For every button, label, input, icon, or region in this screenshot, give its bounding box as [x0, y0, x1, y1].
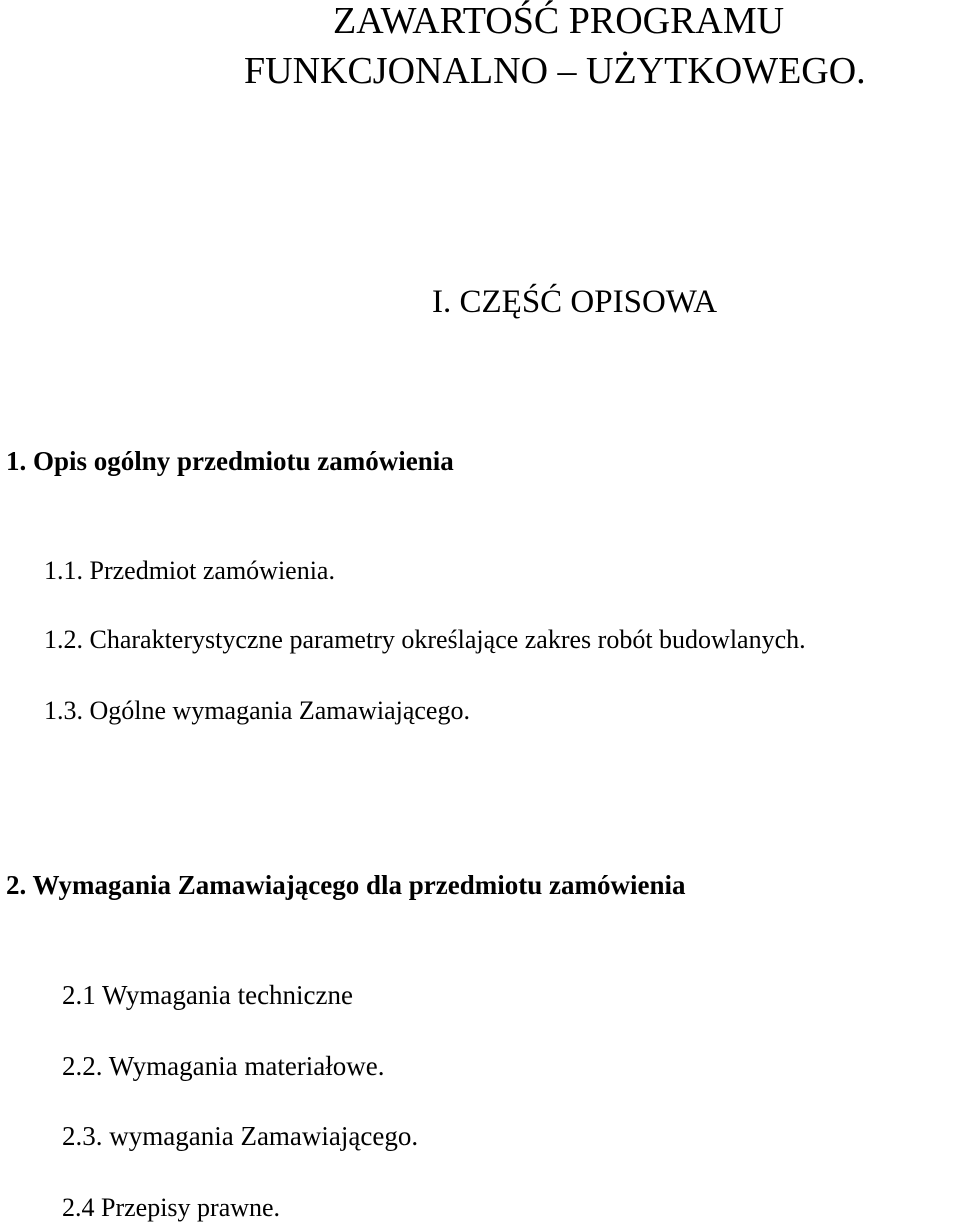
section-2-item-1: 2.1 Wymagania techniczne	[62, 980, 354, 1010]
document-title-line-2: FUNKCJONALNO – UŻYTKOWEGO.	[244, 50, 866, 92]
section-1-item-1: 1.1. Przedmiot zamówienia.	[44, 556, 335, 585]
section-2-heading: 2. Wymagania Zamawiającego dla przedmiotu zamówienia	[6, 870, 686, 900]
section-1-heading: 1. Opis ogólny przedmiotu zamówienia	[6, 446, 454, 476]
section-2-item-3: 2.3. wymagania Zamawiającego.	[62, 1121, 419, 1151]
part-heading: I. CZĘŚĆ OPISOWA	[432, 284, 718, 320]
section-1-item-2: 1.2. Charakterystyczne parametry określające zakres robót budowlanych.	[44, 625, 806, 654]
document-title-line-1: ZAWARTOŚĆ PROGRAMU	[333, 0, 785, 42]
section-1-item-3: 1.3. Ogólne wymagania Zamawiającego.	[44, 696, 470, 725]
section-2-item-2: 2.2. Wymagania materiałowe.	[62, 1051, 385, 1081]
section-2-item-4: 2.4 Przepisy prawne.	[62, 1193, 281, 1222]
